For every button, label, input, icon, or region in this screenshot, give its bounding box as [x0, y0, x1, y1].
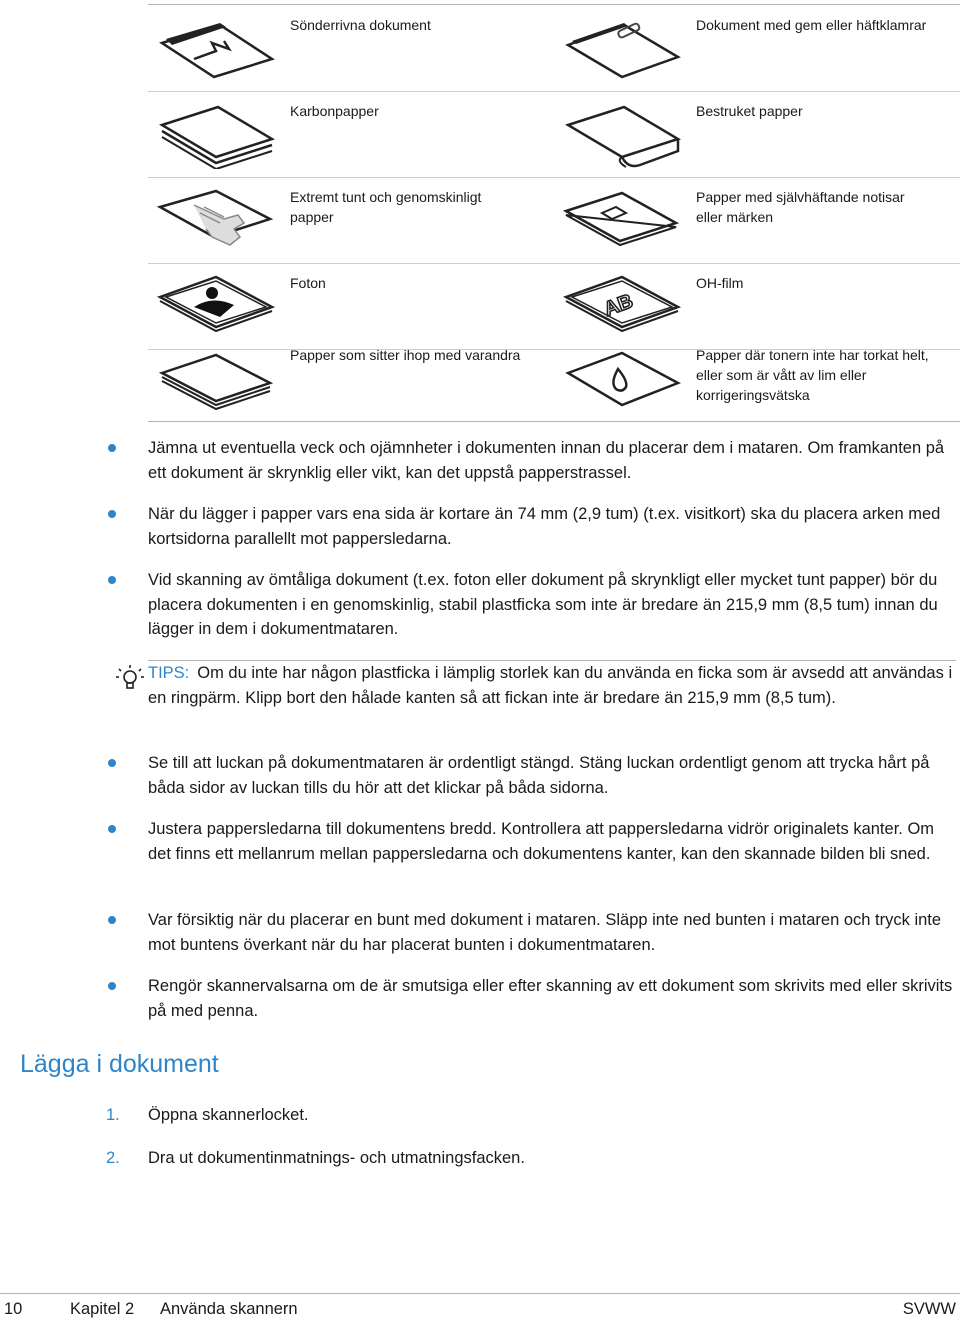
wet-paper-drop-icon [560, 351, 690, 415]
torn-paper-icon [154, 13, 284, 83]
table-cell [148, 5, 554, 91]
section-heading: Lägga i dokument [20, 1050, 219, 1078]
table-cell [554, 349, 960, 421]
table-cell [554, 5, 960, 91]
tip-box [148, 660, 956, 710]
step-number: 2. [106, 1149, 120, 1167]
table-row [148, 263, 960, 350]
bullet-item: Justera pappersledarna till dokumentens bredd. Kontrollera att pappersledarna vidrör originalets kanter. Om det finns ett mellanrum mellan pappersledarna och dokumentens kanter, kan den skannade bilden bli sned. [148, 820, 935, 863]
bullet-item: Jämna ut eventuella veck och ojämnheter i dokumenten innan du placerar dem i mataren. Om framkanten på ett dokument är skrynklig eller vikt, kan det uppstå papperstrassel. [148, 439, 945, 482]
table-cell-label: Extremt tunt och genomskinligt papper [290, 189, 482, 225]
svg-text:AB: AB [601, 290, 636, 321]
bullet-dot [108, 916, 116, 924]
bullet-dot [108, 576, 116, 584]
table-row [148, 91, 960, 178]
bullet-item: Var försiktig när du placerar en bunt med dokument i mataren. Släpp inte ned bunten i mataren och tryck inte mot buntens överkant när du har placerat bunten i dokumentmataren. [148, 911, 942, 954]
bullet-dot [108, 759, 116, 767]
bullet-dot [108, 982, 116, 990]
table-cell [554, 263, 960, 349]
table-cell-label: OH-film [696, 275, 744, 291]
table-row [148, 177, 960, 264]
table-cell-label: Bestruket papper [696, 103, 803, 119]
coated-paper-icon [560, 99, 690, 169]
bullet-item: Rengör skannervalsarna om de är smutsiga eller efter skanning av ett dokument som skrivits med eller skrivits på med penna. [148, 977, 953, 1020]
transparency-ab-icon [560, 271, 690, 341]
tip-label: TIPS: [148, 664, 190, 682]
table-cell [554, 177, 960, 263]
table-cell [554, 91, 960, 177]
table-cell [148, 349, 554, 421]
bullet-item: När du lägger i papper vars ena sida är kortare än 74 mm (2,9 tum) (t.ex. visitkort) ska du placera arken med kortsidorna parallellt mot pappersledarna. [148, 505, 941, 548]
lightbulb-icon [116, 664, 144, 694]
table-cell [148, 177, 554, 263]
stuck-papers-icon [154, 351, 284, 415]
table-cell-label: Sönderrivna dokument [290, 17, 431, 33]
footer-rule [0, 1293, 960, 1294]
step-text: Öppna skannerlocket. [148, 1106, 309, 1124]
bullet-item: Vid skanning av ömtåliga dokument (t.ex. foton eller dokument på skrynkligt eller mycket tunt papper) bör du placera dokumenten i en genomskinlig, stabil plastficka som inte är bredare än 215,9 mm (8,5 tum) innan du lägger in dem i dokumentmataren. [148, 571, 938, 638]
paperclip-paper-icon [560, 13, 690, 83]
bullet-dot [108, 510, 116, 518]
table-cell [148, 263, 554, 349]
bullet-item: Se till att luckan på dokumentmataren är ordentligt stängd. Stäng luckan ordentligt genom att trycka hårt på båda sidor av luckan tills du hör att det klickar på båda sidorna. [148, 754, 930, 797]
table-cell-label: Foton [290, 275, 326, 291]
bullet-dot [108, 825, 116, 833]
step-number: 1. [106, 1106, 120, 1124]
chapter-label: Kapitel 2 [70, 1300, 135, 1318]
document-code: SVWW [902, 1300, 956, 1318]
table-cell-label: Papper där tonern inte har torkat helt, eller som är vått av lim eller korrigeringsvätska [696, 347, 929, 403]
table-cell-label: Karbonpapper [290, 103, 379, 119]
page-number: 10 [4, 1300, 23, 1318]
step-text: Dra ut dokumentinmatnings- och utmatningsfacken. [148, 1149, 525, 1167]
table-cell [148, 91, 554, 177]
table-row [148, 5, 960, 92]
sticky-note-paper-icon [560, 185, 690, 255]
table-cell-label: Dokument med gem eller häftklamrar [696, 17, 927, 33]
table-cell-label: Papper som sitter ihop med varandra [290, 347, 521, 363]
carbon-paper-icon [154, 99, 284, 169]
table-row [148, 349, 960, 422]
table-cell-label: Papper med självhäftande notisar eller märken [696, 189, 905, 225]
photo-paper-icon [154, 271, 284, 341]
thin-paper-hand-icon [154, 185, 284, 255]
chapter-title: Använda skannern [160, 1300, 298, 1318]
tip-text: Om du inte har någon plastficka i lämplig storlek kan du använda en ficka som är avsedd att användas i en ringpärm. Klipp bort den hålade kanten så att fickan inte är bredare än 215,9 mm (8,5 tum). [148, 664, 953, 707]
bullet-dot [108, 444, 116, 452]
